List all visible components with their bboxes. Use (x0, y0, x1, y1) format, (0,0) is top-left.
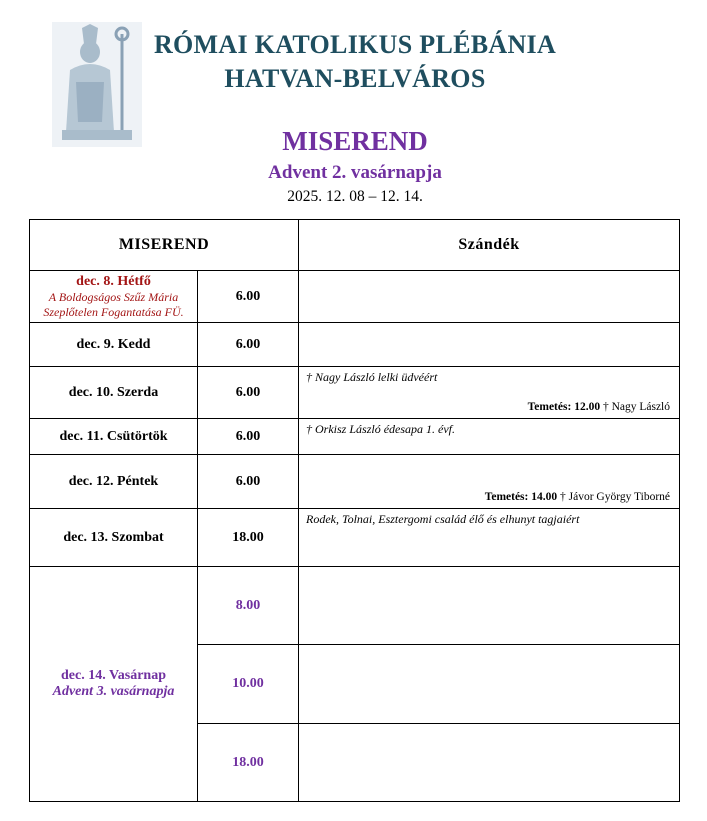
table-row (30, 455, 680, 509)
table-row (30, 323, 680, 367)
day-cell: dec. 9. Kedd (30, 323, 198, 367)
page-subtitle: Advent 2. vasárnapja (268, 162, 442, 183)
time-cell: 18.00 (198, 509, 299, 567)
intent-cell (299, 455, 680, 509)
day-label: dec. 8. Hétfő (76, 273, 151, 289)
day-cell-sunday (30, 567, 198, 802)
day-cell: dec. 11. Csütörtök (30, 419, 198, 455)
column-header-schedule: MISEREND (30, 220, 299, 271)
table-row (30, 367, 680, 419)
funeral-label: Temetés: (484, 491, 529, 503)
funeral-label: Temetés: (527, 401, 572, 413)
intent-cell (299, 509, 680, 567)
day-cell: dec. 10. Szerda (30, 367, 198, 419)
day-label: dec. 14. Vasárnap (60, 668, 167, 683)
funeral-name: † Nagy László (602, 401, 671, 413)
funeral-note (485, 491, 670, 503)
page-title: MISEREND (282, 126, 428, 156)
intent-cell (299, 367, 680, 419)
intent-cell (299, 645, 680, 724)
intent-cell (299, 323, 680, 367)
table-row (30, 419, 680, 455)
table-header-row (30, 220, 680, 271)
funeral-name: † Jávor György Tiborné (560, 491, 671, 503)
intent-cell (299, 567, 680, 645)
table-row (30, 271, 680, 323)
time-cell: 6.00 (198, 367, 299, 419)
time-cell: 6.00 (198, 455, 299, 509)
funeral-time: 12.00 (574, 401, 601, 413)
time-cell: 6.00 (198, 419, 299, 455)
day-cell: dec. 12. Péntek (30, 455, 198, 509)
date-range: 2025. 12. 08 – 12. 14. (287, 188, 423, 205)
intent-cell (299, 271, 680, 323)
table-row (30, 509, 680, 567)
time-cell: 18.00 (198, 724, 299, 802)
day-cell: dec. 13. Szombat (30, 509, 198, 567)
intent-text: † Nagy László lelki üdvéért (306, 370, 438, 384)
intent-text: † Orkisz László édesapa 1. évf. (306, 422, 456, 436)
day-cell (30, 271, 198, 323)
time-cell: 6.00 (198, 271, 299, 323)
time-cell: 8.00 (198, 567, 299, 645)
funeral-note (528, 401, 670, 413)
parish-name-line1: RÓMAI KATOLIKUS PLÉBÁNIA (153, 30, 557, 59)
column-header-intent: Szándék (299, 220, 680, 271)
time-cell: 6.00 (198, 323, 299, 367)
intent-text: Rodek, Tolnai, Esztergomi család élő és elhunyt tagjaiért (306, 512, 580, 526)
sunday-subtitle: Advent 3. vasárnapja (52, 684, 175, 699)
feast-label: A Boldogságos Szűz Mária Szeplőtelen Fogantatása FÜ. (43, 289, 184, 319)
intent-cell (299, 419, 680, 455)
intent-cell (299, 724, 680, 802)
parish-name-line2: HATVAN-BELVÁROS (224, 64, 486, 93)
time-cell: 10.00 (198, 645, 299, 724)
table-row (30, 567, 680, 645)
mass-schedule-table (29, 219, 680, 802)
funeral-time: 14.00 (531, 491, 558, 503)
